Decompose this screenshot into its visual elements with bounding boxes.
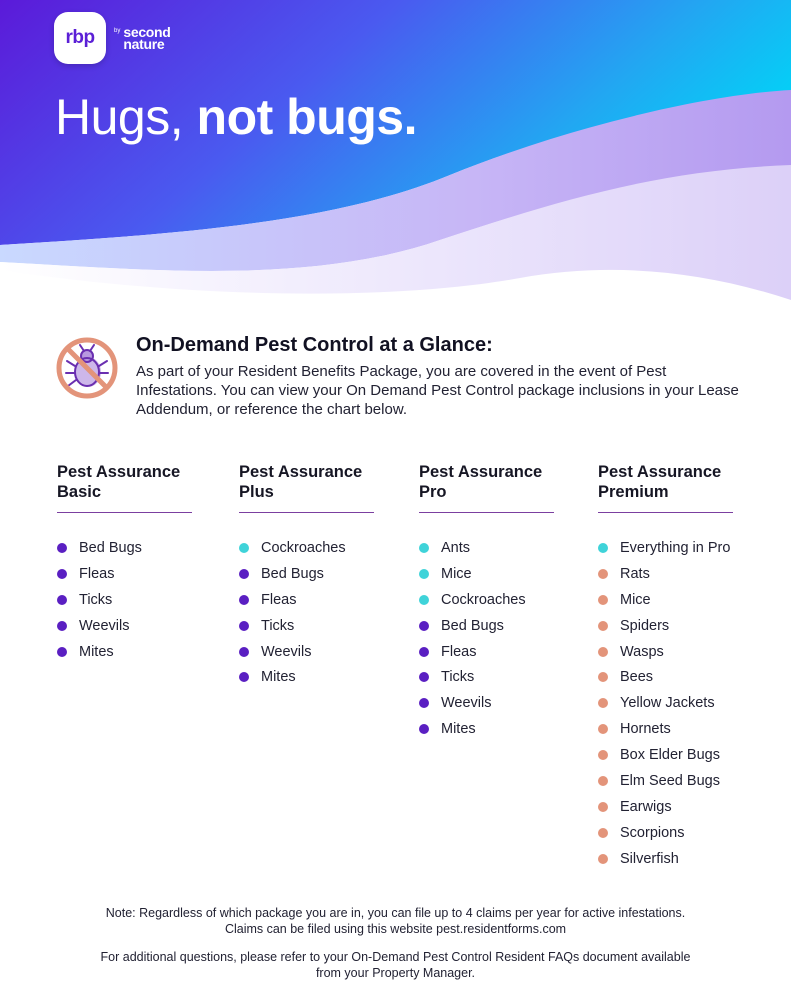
package-item-list [239,535,379,690]
bullet-dot-icon [598,776,608,786]
list-item [419,716,559,742]
bullet-dot-icon [57,647,67,657]
package-title: Pest Assurance Premium [598,463,722,501]
partner-logo-line1: second [123,24,171,40]
list-item-label: Spiders [620,617,670,634]
list-item [598,846,738,872]
list-item-label: Mites [261,669,296,686]
list-item-label: Mice [441,565,472,582]
bullet-dot-icon [598,698,608,708]
headline-light: Hugs, [55,89,184,145]
list-item [239,535,379,561]
list-item-label: Cockroaches [441,591,526,608]
list-item-label: Weevils [441,695,492,712]
bullet-dot-icon [598,569,608,579]
list-item [419,535,559,561]
list-item-label: Wasps [620,643,664,660]
hero-headline [55,88,417,146]
bullet-dot-icon [57,543,67,553]
list-item [57,613,197,639]
bullet-dot-icon [598,543,608,553]
divider [598,512,733,513]
bullet-dot-icon [239,569,249,579]
list-item-label: Weevils [79,617,130,634]
bullet-dot-icon [419,724,429,734]
intro-body: As part of your Resident Benefits Package, you are covered in the event of Pest Infestations. You can view your On Demand Pest Control package inclusions in your Lease Addendum, or reference the chart below. [136,363,739,418]
list-item [239,561,379,587]
bullet-dot-icon [239,621,249,631]
bullet-dot-icon [239,672,249,682]
bullet-dot-icon [419,595,429,605]
list-item [57,639,197,665]
list-item-label: Fleas [441,643,477,660]
list-item [57,587,197,613]
bullet-dot-icon [239,595,249,605]
list-item-label: Rats [620,565,650,582]
list-item [57,561,197,587]
list-item [598,613,738,639]
list-item-label: Box Elder Bugs [620,747,720,764]
list-item [598,690,738,716]
list-item [598,768,738,794]
list-item-label: Bees [620,669,654,686]
package-item-list [419,535,559,742]
claims-note-line2: Claims can be filed using this website pest.residentforms.com [224,922,567,936]
list-item [598,587,738,613]
bullet-dot-icon [419,698,429,708]
bullet-dot-icon [57,595,67,605]
intro-title: On-Demand Pest Control at a Glance: [136,334,493,356]
claims-note [40,905,751,937]
list-item [598,820,738,846]
list-item-label: Ants [441,539,471,556]
bullet-dot-icon [598,672,608,682]
list-item-label: Fleas [261,591,297,608]
list-item-label: Ticks [79,591,113,608]
headline-bold: not bugs. [196,89,417,145]
package-item-list [57,535,197,664]
package-title: Pest Assurance Pro [419,463,543,501]
list-item-label: Everything in Pro [620,539,731,556]
bullet-dot-icon [57,569,67,579]
package-title: Pest Assurance Plus [239,463,363,501]
bullet-dot-icon [598,647,608,657]
package-column-plus [239,462,379,690]
package-title: Pest Assurance Basic [57,463,181,501]
list-item [598,639,738,665]
bullet-dot-icon [419,647,429,657]
list-item-label: Bed Bugs [441,617,504,634]
list-item [419,690,559,716]
list-item-label: Bed Bugs [79,539,142,556]
list-item-label: Cockroaches [261,539,346,556]
faq-note-line2: from your Property Manager. [315,966,476,980]
bullet-dot-icon [598,595,608,605]
list-item [419,639,559,665]
list-item [598,561,738,587]
no-bugs-icon [55,336,119,400]
bullet-dot-icon [419,543,429,553]
bullet-dot-icon [598,724,608,734]
list-item-label: Mice [620,591,651,608]
list-item [598,716,738,742]
bullet-dot-icon [598,621,608,631]
list-item [598,535,738,561]
list-item [239,664,379,690]
list-item [419,613,559,639]
brand-logo [54,12,171,64]
list-item-label: Yellow Jackets [620,695,715,712]
list-item [598,664,738,690]
rbp-logo-badge [54,12,106,64]
faq-note-line1: For additional questions, please refer to your On-Demand Pest Control Resident FAQs document available [100,950,691,964]
list-item [239,587,379,613]
list-item-label: Fleas [79,565,115,582]
list-item-label: Bed Bugs [261,565,324,582]
partner-logo [123,26,170,50]
package-column-basic [57,462,197,664]
bullet-dot-icon [419,621,429,631]
list-item-label: Hornets [620,721,671,738]
list-item-label: Silverfish [620,850,679,867]
list-item [419,664,559,690]
bullet-dot-icon [598,802,608,812]
divider [419,512,554,513]
list-item [598,742,738,768]
divider [239,512,374,513]
list-item [419,561,559,587]
list-item [419,587,559,613]
package-item-list [598,535,738,872]
list-item-label: Weevils [261,643,312,660]
list-item-label: Mites [79,643,114,660]
list-item [57,535,197,561]
list-item-label: Ticks [441,669,475,686]
bullet-dot-icon [598,750,608,760]
list-item-label: Mites [441,721,476,738]
bullet-dot-icon [419,672,429,682]
divider [57,512,192,513]
bullet-dot-icon [239,647,249,657]
bullet-dot-icon [57,621,67,631]
by-label: by [114,28,121,34]
rbp-logo-text: rbp [65,27,95,48]
bullet-dot-icon [598,828,608,838]
list-item [239,639,379,665]
bullet-dot-icon [239,543,249,553]
partner-logo-line2: nature [123,36,165,52]
claims-note-line1: Note: Regardless of which package you are in, you can file up to 4 claims per year for active infestations. [105,906,686,920]
list-item-label: Ticks [261,617,295,634]
package-column-pro [419,462,559,742]
bullet-dot-icon [419,569,429,579]
package-column-premium [598,462,738,872]
list-item-label: Earwigs [620,798,672,815]
list-item [598,794,738,820]
list-item-label: Scorpions [620,824,685,841]
bullet-dot-icon [598,854,608,864]
list-item [239,613,379,639]
faq-note [40,949,751,981]
list-item-label: Elm Seed Bugs [620,772,720,789]
